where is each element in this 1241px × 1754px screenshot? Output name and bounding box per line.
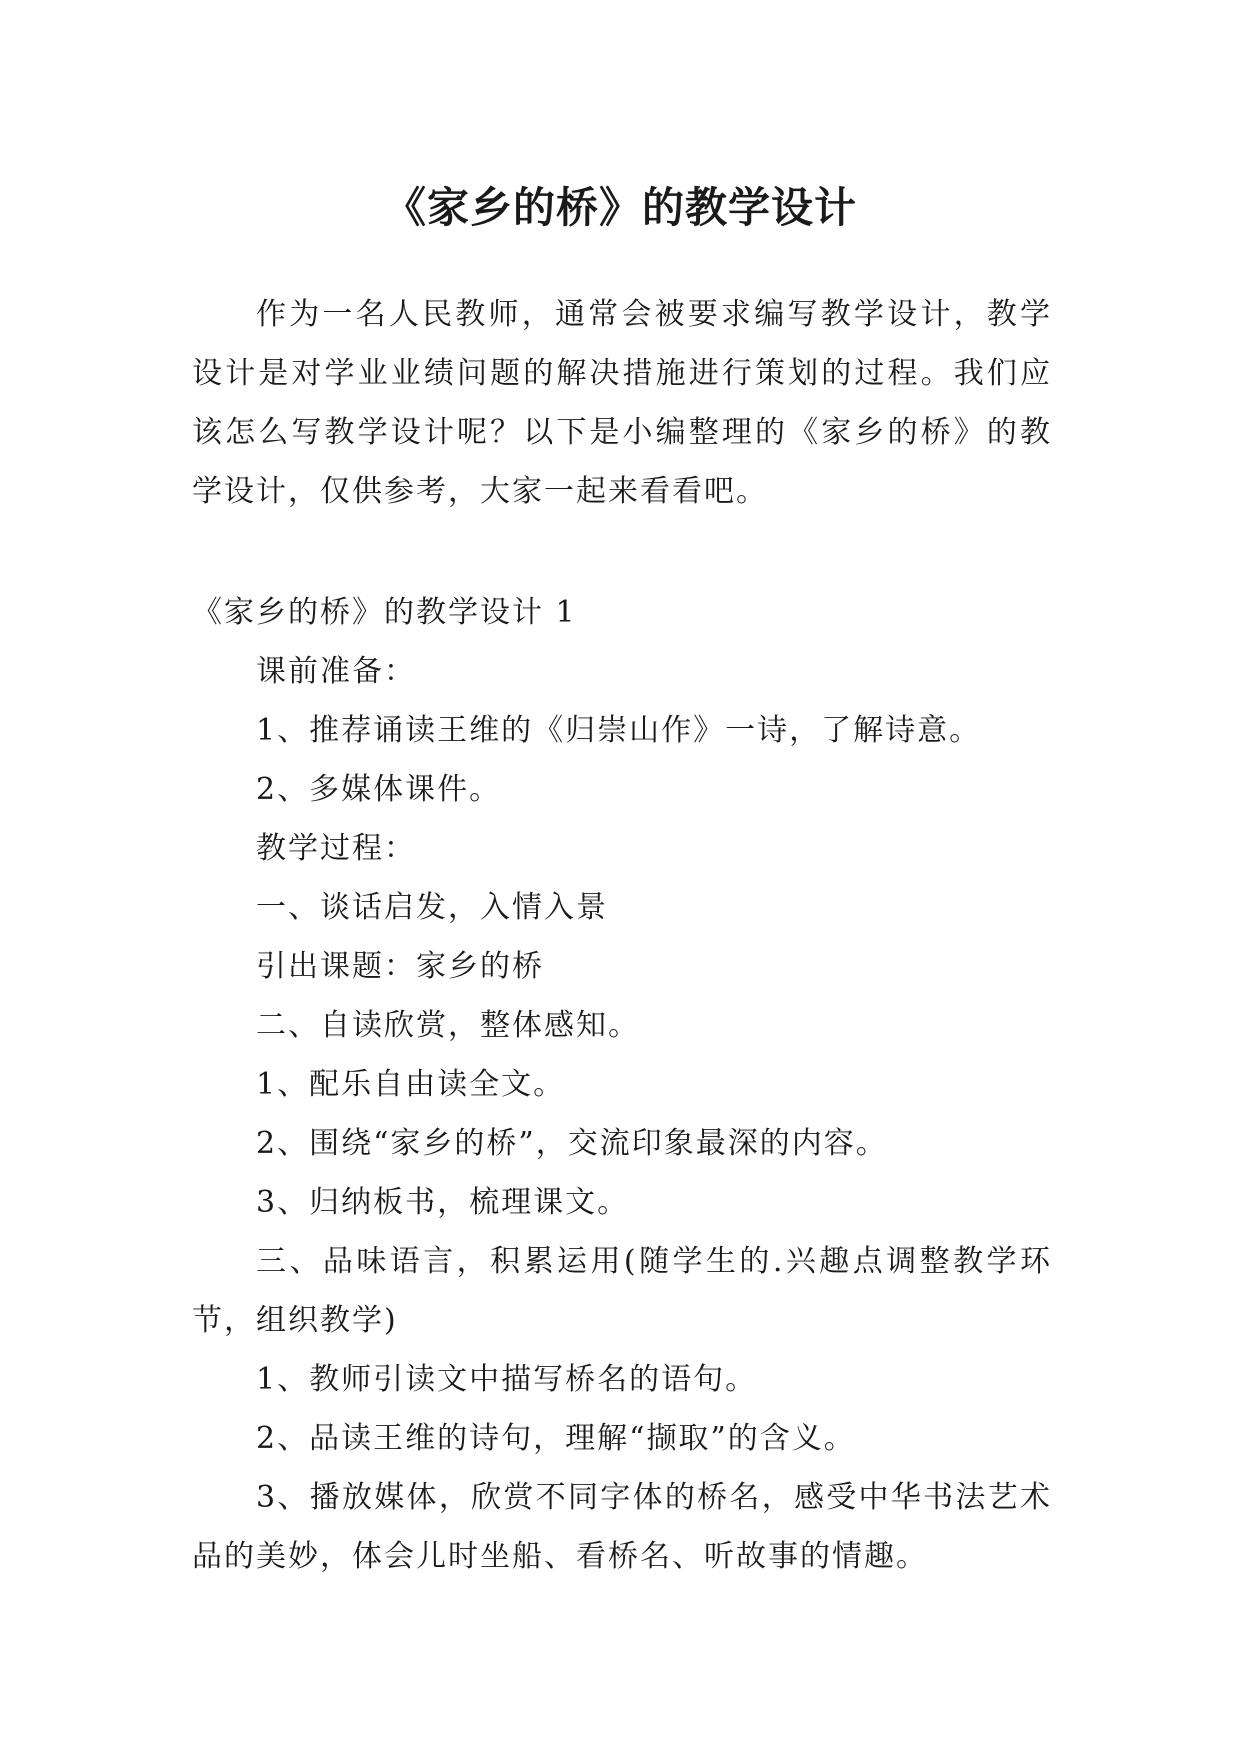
line-step-1: 一、谈话启发，入情入景	[256, 890, 608, 925]
line-step-3-item-2: 2、品读王维的诗句，理解“撷取”的含义。	[256, 1421, 856, 1456]
line-prep-heading: 课前准备：	[256, 654, 416, 689]
line-step-3-item-3: 3、播放媒体，欣赏不同字体的桥名，感受中华书法艺术品的美妙，体会儿时坐船、看桥名、听故事的情趣。	[192, 1480, 1052, 1574]
line-prep-2: 2、多媒体课件。	[256, 772, 502, 807]
section-heading: 《家乡的桥》的教学设计 1	[192, 595, 577, 630]
line-prep-1: 1、推荐诵读王维的《归崇山作》一诗，了解诗意。	[256, 713, 982, 748]
document-body	[192, 285, 1052, 1586]
line-step-3: 三、品味语言，积累运用(随学生的.兴趣点调整教学环节，组织教学)	[192, 1244, 1052, 1338]
line-step-2: 二、自读欣赏，整体感知。	[256, 1008, 640, 1043]
line-step-1-detail: 引出课题：家乡的桥	[256, 949, 544, 984]
line-step-2-item-1: 1、配乐自由读全文。	[256, 1067, 566, 1102]
line-step-2-item-2: 2、围绕“家乡的桥”，交流印象最深的内容。	[256, 1126, 888, 1161]
document-title: 《家乡的桥》的教学设计	[383, 183, 857, 233]
line-step-2-item-3: 3、归纳板书，梳理课文。	[256, 1185, 630, 1220]
intro-paragraph: 作为一名人民教师，通常会被要求编写教学设计，教学设计是对学业业绩问题的解决措施进行策划的过程。我们应该怎么写教学设计呢？以下是小编整理的《家乡的桥》的教学设计，仅供参考，大家一起来看看吧。	[192, 297, 1052, 509]
line-step-3-item-1: 1、教师引读文中描写桥名的语句。	[256, 1362, 758, 1397]
line-process-heading: 教学过程：	[256, 831, 416, 866]
